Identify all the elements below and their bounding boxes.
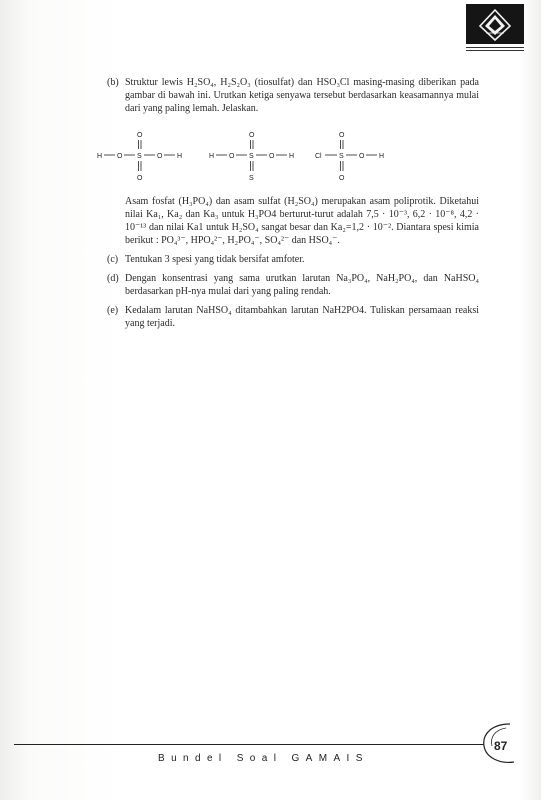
atom: O xyxy=(249,132,255,139)
atom: O xyxy=(137,175,143,182)
question-text: Struktur lewis H₂SO₄, H₂S₂O₃ (tiosulfat) dan HSO₃Cl masing-masing diberikan pada gambar di bawah ini. Urutkan ketiga senyawa tersebut berdasarkan keasamannya mulai dari yang paling lemah. Jelaskan. xyxy=(125,77,479,114)
atom: O xyxy=(157,153,163,160)
lewis-structure-3 xyxy=(315,132,384,182)
atom: H xyxy=(97,153,103,160)
question-label: (e) xyxy=(107,305,119,316)
gamais-logo-icon xyxy=(466,4,524,44)
lewis-structure-1 xyxy=(97,132,182,182)
intro-paragraph: Asam fosfat (H₃PO₄) dan asam sulfat (H₂SO₄) merupakan asam poliprotik. Diketahui nilai Ka₁, Ka₂ dan Ka₃ untuk H₃PO4 berturut-turut adalah 7,5 · 10⁻³, 6,2 · 10⁻⁸, 4,2 · 10⁻¹³ dan nilai Ka1 untuk H₂SO₄ sangat besar dan Ka₂=1,2 · 10⁻². Diantara spesi kimia berikut : PO₄³⁻, HPO₄²⁻, H₂PO₄⁻, SO₄²⁻ dan HSO₄⁻. xyxy=(125,196,479,246)
header-rule xyxy=(466,47,524,48)
atom: S xyxy=(249,175,254,182)
atom: O xyxy=(269,153,275,160)
page-number: 87 xyxy=(494,739,508,753)
atom: H xyxy=(379,153,385,160)
atom: H xyxy=(209,153,215,160)
atom: O xyxy=(339,132,345,139)
lewis-structures xyxy=(93,125,423,183)
question-text: Kedalam larutan NaHSO₄ ditambahkan larutan NaH2PO4. Tuliskan persamaan reaksi yang terjadi. xyxy=(125,305,479,329)
atom: O xyxy=(117,153,123,160)
question-c xyxy=(107,253,479,266)
atom: H xyxy=(177,153,183,160)
atom: O xyxy=(229,153,235,160)
atom: S xyxy=(137,153,142,160)
lewis-structure-2 xyxy=(209,132,294,182)
footer-title: Bundel Soal GAMAIS xyxy=(158,753,369,764)
atom: H xyxy=(289,153,295,160)
question-text: Tentukan 3 spesi yang tidak bersifat amfoter. xyxy=(125,254,305,265)
question-d xyxy=(107,272,479,298)
question-b xyxy=(107,76,479,115)
atom: S xyxy=(339,153,344,160)
atom: Cl xyxy=(315,153,322,160)
atom: O xyxy=(137,132,143,139)
question-label: (c) xyxy=(107,254,119,265)
question-e xyxy=(107,304,479,330)
atom: O xyxy=(339,175,345,182)
header-rule xyxy=(466,50,524,51)
footer-rule xyxy=(14,744,484,745)
atom: S xyxy=(249,153,254,160)
question-content xyxy=(97,76,479,336)
question-label: (b) xyxy=(107,77,119,88)
atom: O xyxy=(359,153,365,160)
question-label: (d) xyxy=(107,273,119,284)
question-text: Dengan konsentrasi yang sama urutkan larutan Na₃PO₄, NaH₂PO₄, dan NaHSO₄ berdasarkan pH-nya mulai dari yang paling rendah. xyxy=(125,273,479,297)
